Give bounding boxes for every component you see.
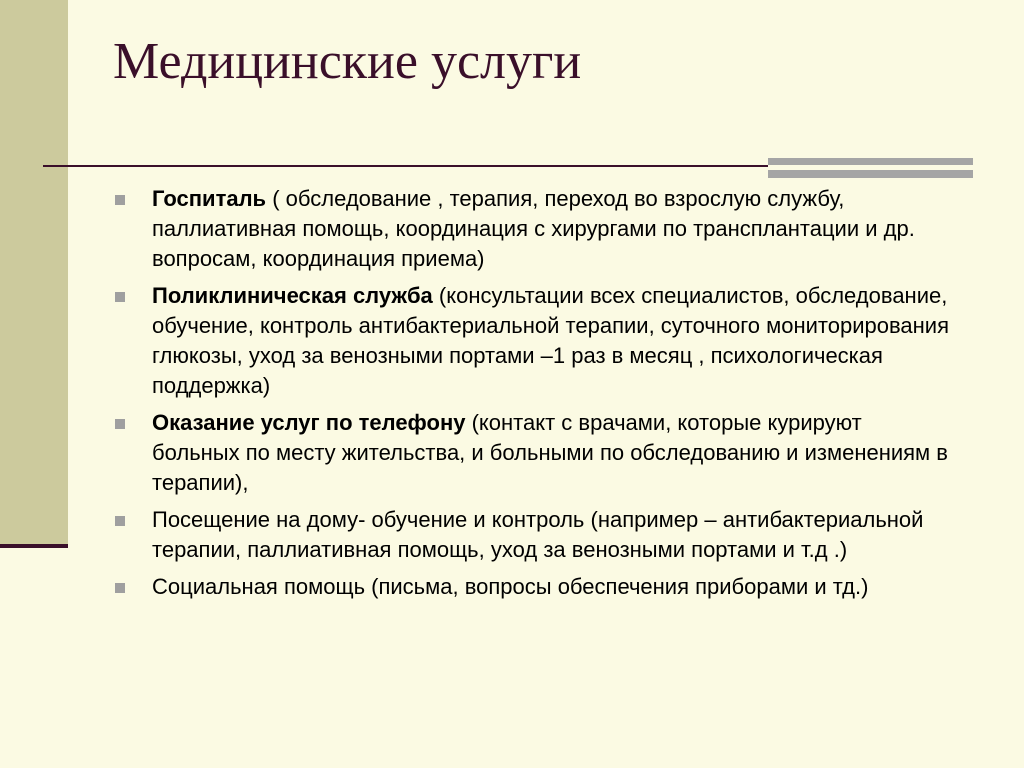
bullet-item-hospital: [113, 184, 953, 274]
bullet-heading: Поликлиническая служба: [152, 283, 433, 308]
bullet-list: [113, 184, 953, 609]
square-bullet-icon: [115, 419, 125, 429]
bullet-heading: Госпиталь: [152, 186, 267, 211]
left-decorative-band: [0, 0, 68, 545]
bullet-text: Социальная помощь (письма, вопросы обеспечения приборами и тд.): [152, 574, 869, 599]
bullet-text: (консультации всех специалистов, обследование, обучение, контроль антибактериальной терапии, суточного мониторирования глюкозы, уход за венозными портами –1 раз в месяц , психологическая поддержка): [152, 283, 949, 398]
square-bullet-icon: [115, 292, 125, 302]
bullet-item-home-visits: [113, 505, 953, 565]
title-divider-bar: [768, 158, 973, 178]
slide-title: Медицинские услуги: [113, 33, 582, 90]
bullet-item-phone-services: [113, 408, 953, 498]
square-bullet-icon: [115, 195, 125, 205]
left-band-underline: [0, 544, 68, 548]
square-bullet-icon: [115, 516, 125, 526]
bullet-item-polyclinic: [113, 281, 953, 401]
square-bullet-icon: [115, 583, 125, 593]
bullet-text: Посещение на дому- обучение и контроль (например – антибактериальной терапии, паллиативная помощь, уход за венозными портами и т.д .): [152, 507, 924, 562]
bullet-item-social-help: [113, 572, 953, 602]
title-divider-line: [43, 165, 773, 167]
bullet-heading: Оказание услуг по телефону: [152, 410, 466, 435]
bullet-text: (контакт с врачами, которые курируют больных по месту жительства, и больными по обследованию и изменениям в терапии),: [152, 410, 948, 495]
bullet-text: ( обследование , терапия, переход во взрослую службу, паллиативная помощь, координация с хирургами по трансплантации и др. вопросам, координация приема): [152, 186, 915, 271]
